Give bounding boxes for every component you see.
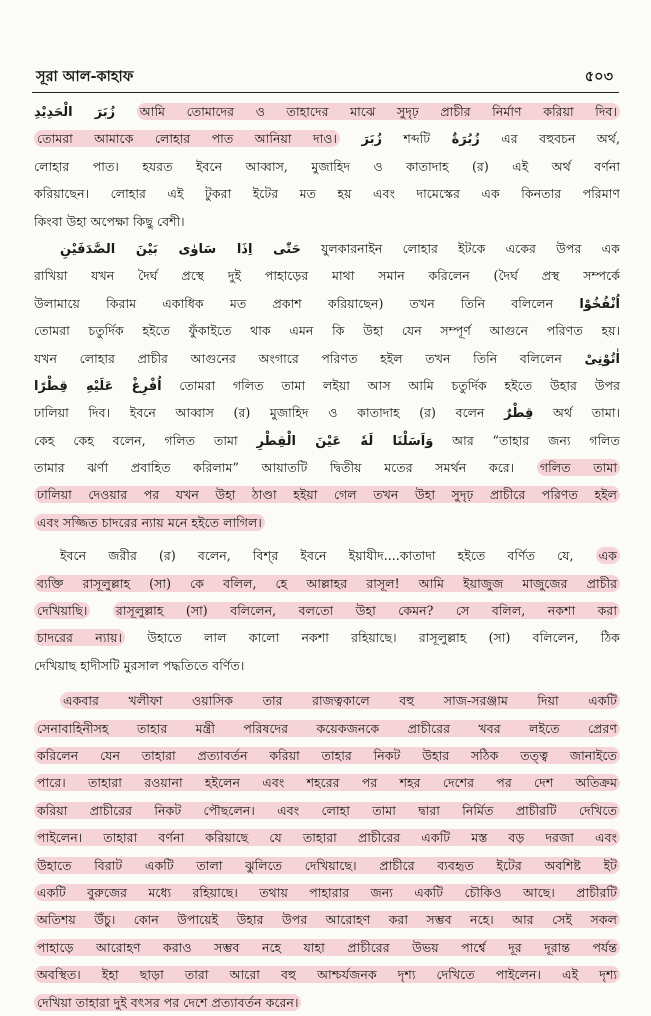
text-line	[34, 98, 620, 125]
highlighted-text: অতিশয় উঁচু। কোন উপায়েই উহার উপর আরোহণ করা সম্ভব নহে। আর সেই সকল	[34, 911, 620, 928]
text-line	[34, 262, 620, 289]
text-line	[34, 906, 620, 933]
text-line	[34, 180, 620, 207]
arabic-quote: اُفْرِغْ عَلَيْهِ قِطْرًا	[34, 378, 162, 394]
arabic-quote: وَاَسَلْنَا لَهٗ عَيْنَ الْقِطْرِ	[256, 433, 434, 449]
text-line	[34, 125, 620, 152]
text-line	[34, 742, 620, 769]
text-segment: লোহার পাত। হযরত ইবনে আব্বাস, মুজাহিদ ও কাতাদাহ (র) এই অর্থ বর্ণনা	[34, 158, 620, 174]
text-line	[34, 597, 620, 624]
arabic-quote: اُنْفُخُوْا	[579, 296, 620, 312]
text-line	[34, 454, 620, 481]
arabic-quote: اٰتُوْنِىْ	[584, 351, 620, 367]
highlighted-text: এক	[596, 547, 620, 564]
arabic-quote: زُبَرَ الْحَدِيْدِ	[34, 105, 116, 120]
page-number: ৫০৩	[584, 68, 613, 85]
highlighted-text: পাহাড়ে আরোহণ করাও সম্ভব নহে যাহা প্রাচীরের উভয় পার্শ্বে দূর দূরান্ত পর্যন্ত	[34, 939, 620, 956]
highlighted-text: একবার খলীফা ওয়াসিক তার রাজত্বকালে বহু সাজ-সরঞ্জাম দিয়া একটি	[60, 692, 620, 709]
arabic-quote: حَتّٰى اِذَا سَاوٰى بَيْنَ الصَّدَفَيْنِ	[60, 241, 301, 257]
text-segment: তামার ঝর্ণা প্রবাহিত করিলাম” আয়াতটি দ্বিতীয় মতের সমর্থন করে।	[34, 460, 537, 476]
arabic-quote: زُبُرَةٌ	[451, 132, 480, 148]
text-segment: তোমরা গলিত তামা লইয়া আস আমি চতুর্দিক হইতে উহার উপর	[161, 377, 620, 393]
text-segment	[115, 104, 137, 119]
text-line	[34, 208, 620, 235]
highlighted-text: পাইলেন। তাহারা বর্ণনা করিয়াছে যে তাহারা প্রাচীরের একটি মস্ত বড় দরজা এবং	[34, 829, 620, 846]
text-line	[34, 345, 620, 372]
running-header-surah-title: সূরা আল-কাহাফ	[36, 68, 134, 85]
text-segment: ঢালিয়া দিব। ইবনে আব্বাস (র) মুজাহিদ ও কাতাদাহ (র) বলেন	[34, 405, 505, 421]
highlighted-text: উহাতে বিরাট একটি তালা ঝুলিতে দেখিয়াছে। প্রাচীরে ব্যবহৃত ইটের অবশিষ্ট ইট	[34, 857, 620, 874]
highlighted-text: এবং সজ্জিত চাদরের ন্যায় মনে হইতে লাগিল।	[34, 514, 265, 531]
highlighted-text: করিলেন যেন তাহারা প্রত্যাবর্তন করিয়া তাহার নিকট উহার সঠিক তত্ত্ব জানাইতে	[34, 747, 620, 764]
text-line	[34, 961, 620, 988]
highlighted-text: গলিত তামা	[537, 459, 620, 476]
text-line	[34, 481, 620, 508]
text-line	[34, 290, 620, 317]
text-line	[34, 687, 620, 714]
arabic-quote: زُبَرَ	[361, 132, 382, 148]
text-segment: তোমরা চতুর্দিক হইতে ফুঁকাইতে থাক এমন কি উহা যেন সম্পূর্ণ আগুনে পরিণত হয়।	[34, 323, 620, 339]
highlighted-text: দেখিয়াছি।	[34, 602, 90, 619]
text-segment: অর্থ তামা।	[533, 405, 620, 421]
text-line	[34, 624, 620, 651]
text-segment: উহাতে লাল কালো নকশা রহিয়াছে। রাসূলুল্লাহ (সা) বলিলেন, ঠিক	[124, 630, 620, 646]
text-line	[34, 570, 620, 597]
text-line	[34, 797, 620, 824]
highlighted-text: সেনাবাহিনীসহ তাহার মন্ত্রী পরিষদের কয়েকজনকে প্রাচীরের খবর লইতে প্রেরণ	[34, 720, 620, 737]
text-segment: শব্দটি	[381, 131, 452, 147]
highlighted-text: করিয়া প্রাচীরের নিকট পৌছলেন। এবং লোহা তামা দ্বারা নির্মিত প্রাচীরটি দেখিতে	[34, 802, 620, 819]
text-line	[34, 824, 620, 851]
page-body-text	[34, 98, 620, 1016]
text-line	[34, 317, 620, 344]
highlighted-text: একটি বুরুজের মধ্যে রহিয়াছে। তথায় পাহারার জন্য একটি চৌকিও আছে। প্রাচীরটি	[34, 884, 620, 901]
highlighted-text: চাদরের ন্যায়।	[34, 629, 125, 646]
text-line	[34, 399, 620, 426]
highlighted-text: দেখিয়া তাহারা দুই বৎসর পর দেশে প্রত্যাবর্তন করেন।	[34, 994, 301, 1011]
text-line	[34, 652, 620, 679]
text-line	[34, 542, 620, 569]
header-divider	[32, 92, 619, 93]
text-segment: কেহ কেহ বলেন, গলিত তামা	[34, 432, 257, 448]
text-segment: আর “তাহার জন্য গলিত	[433, 432, 620, 448]
highlighted-text: ঢালিয়া দেওয়ার পর যখন উহা ঠাণ্ডা হইয়া গেল তখন উহা সুদৃঢ় প্রাচীরে পরিণত হইল	[34, 486, 620, 503]
text-line	[34, 153, 620, 180]
text-segment: যখন লোহার প্রাচীর আগুনের অংগারে পরিণত হইল তখন তিনি বলিলেন	[34, 350, 585, 366]
text-segment	[340, 131, 361, 146]
text-line	[34, 879, 620, 906]
text-segment: যুলকারনাইন লোহার ইটকে একের উপর এক	[300, 240, 620, 256]
arabic-quote: قِطْرٌ	[504, 406, 534, 422]
text-line	[34, 427, 620, 454]
highlighted-text: ব্যক্তি রাসূলুল্লাহ (সা) কে বলিল, হে আল্লাহর রাসূল! আমি ইয়াজুজ মাজুজের প্রাচীর	[34, 575, 620, 592]
text-segment: উলামায়ে কিরাম একাধিক মত প্রকাশ করিয়াছেন) তখন তিনি বলিলেন	[34, 295, 580, 311]
text-line	[34, 235, 620, 262]
text-line	[34, 934, 620, 961]
highlighted-text: অবস্থিত। ইহা ছাড়া তারা আরো বহু আশ্চর্যজনক দৃশ্য দেখিতে পাইলেন। এই দৃশ্য	[34, 966, 620, 983]
text-segment: দেখিয়াছ হাদীসটি মুরসাল পদ্ধতিতে বর্ণিত।	[34, 657, 245, 673]
text-segment: এর বহুবচন অর্থ,	[479, 131, 620, 147]
text-segment: কিংবা উহা অপেক্ষা কিছু বেশী।	[34, 213, 185, 229]
text-line	[34, 769, 620, 796]
text-line	[34, 852, 620, 879]
text-segment: করিয়াছেন। লোহার এই টুকরা ইটের মত হয় এবং দামেস্কের এক কিনতার পরিমাণ	[34, 186, 620, 202]
text-line	[34, 372, 620, 399]
highlighted-text: পারে। তাহারা রওয়ানা হইলেন এবং শহরের পর শহর দেশের পর দেশ অতিক্রম	[34, 774, 620, 791]
highlighted-text: আমি তোমাদের ও তাহাদের মাঝে সুদৃঢ় প্রাচীর নির্মাণ করিয়া দিব।	[137, 103, 620, 120]
text-segment	[90, 603, 113, 618]
highlighted-text: রাসূলুল্লাহ (সা) বলিলেন, বলতো উহা কেমন? সে বলিল, নকশা করা	[113, 602, 620, 619]
text-segment: ইবনে জরীর (র) বলেন, বিশ্‌র ইবনে ইয়াযীদ....কাতাদা হইতে বর্ণিত যে,	[60, 548, 596, 564]
text-line	[34, 509, 620, 536]
highlighted-text: তোমরা আমাকে লোহার পাত আনিয়া দাও।	[34, 130, 340, 147]
text-segment: রাখিয়া যখন দৈর্ঘ প্রস্থে দুই পাহাড়ের মাথা সমান করিলেন (দৈর্ঘ প্রস্থ সম্পর্কে	[34, 268, 620, 284]
text-line	[34, 715, 620, 742]
text-line	[34, 989, 620, 1016]
